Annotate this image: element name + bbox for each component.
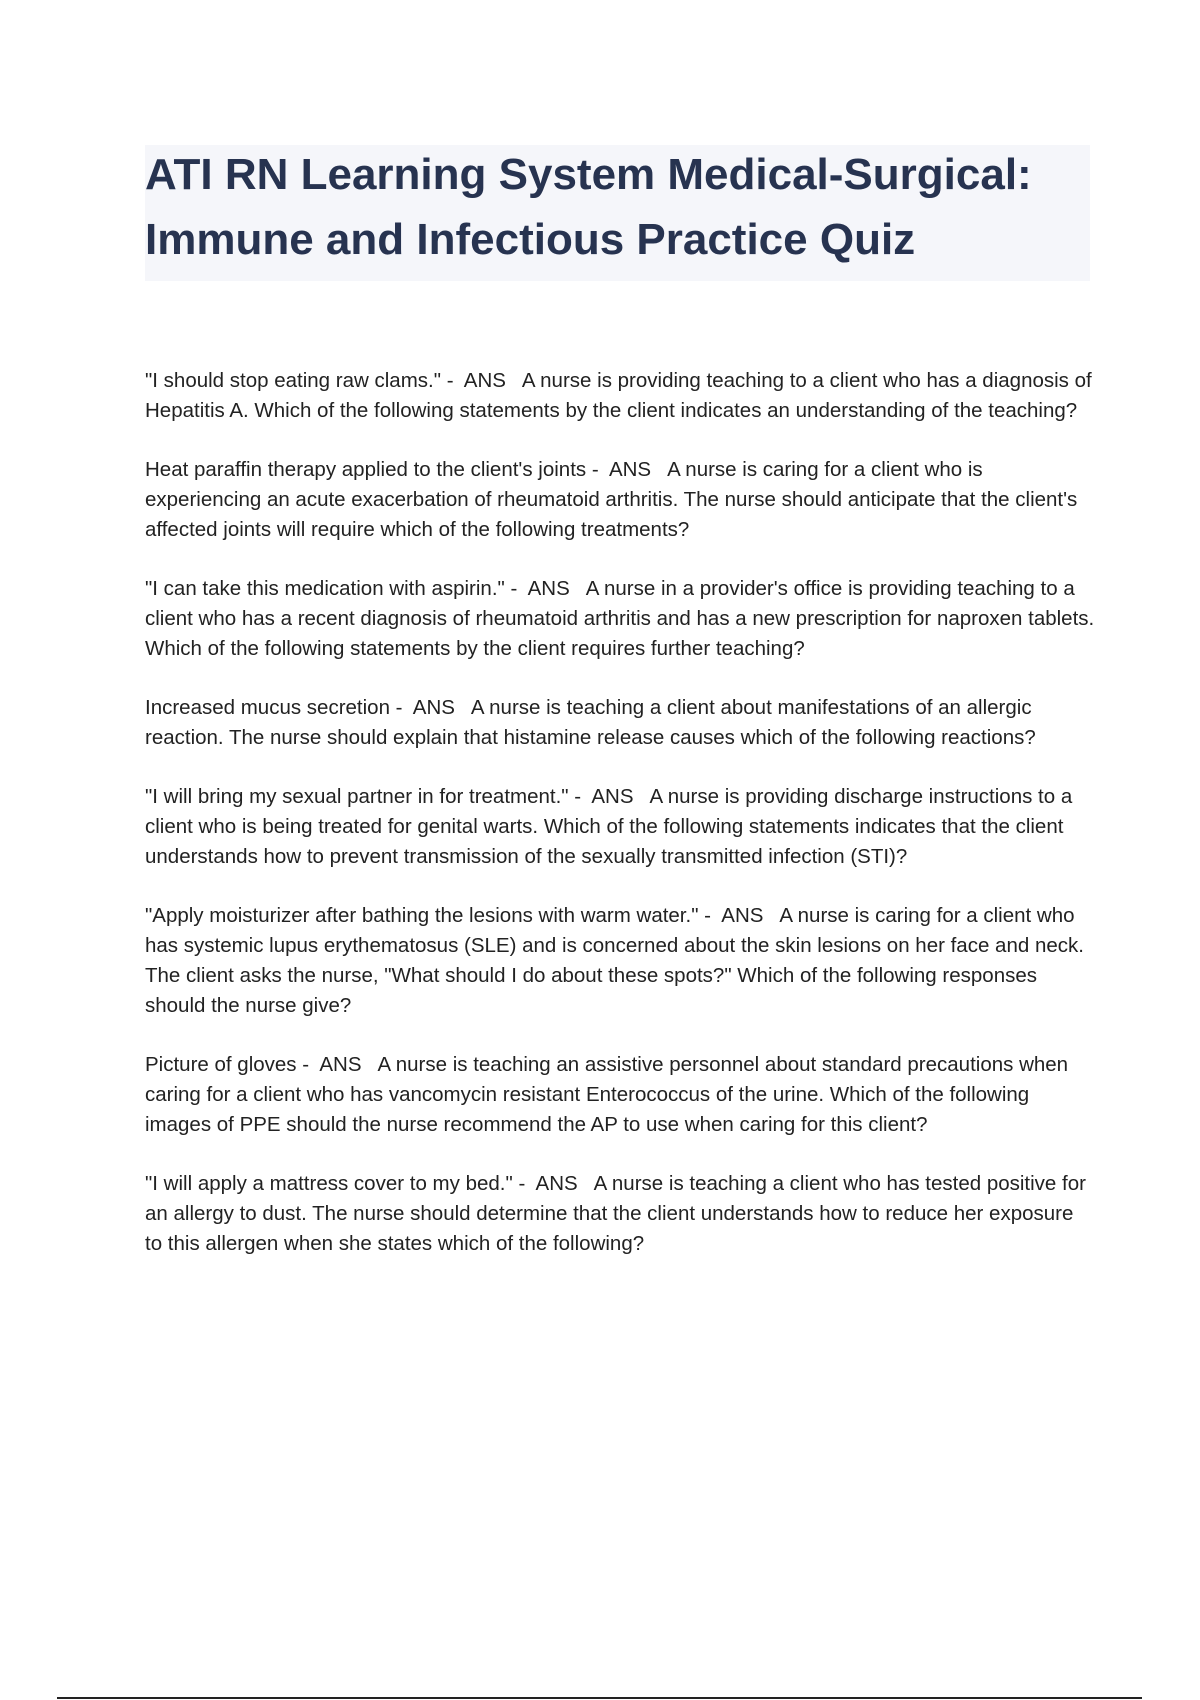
- qa-separator: -: [698, 904, 722, 927]
- qa-question: A nurse is caring for a client who is experiencing an acute exacerbation of rheumatoid arthritis. The nurse should anticipate that the client's affected joints will require which of the following treatments?: [145, 458, 1078, 541]
- qa-separator: -: [512, 1172, 536, 1195]
- ans-label: ANS: [319, 1053, 362, 1076]
- qa-answer: Increased mucus secretion: [145, 696, 390, 719]
- qa-question: A nurse is teaching a client who has tested positive for an allergy to dust. The nurse should determine that the client understands how to reduce her exposure to this allergen when she states which of the following?: [145, 1172, 1086, 1255]
- qa-item: [145, 1050, 1095, 1140]
- qa-answer: "I can take this medication with aspirin.": [145, 577, 505, 600]
- ans-label: ANS: [412, 696, 455, 719]
- qa-item: [145, 455, 1095, 545]
- footer-divider: [57, 1697, 1142, 1699]
- ans-label: ANS: [463, 369, 506, 392]
- qa-list: [145, 366, 1095, 1288]
- qa-question: A nurse is caring for a client who has systemic lupus erythematosus (SLE) and is concerned about the skin lesions on her face and neck. The client asks the nurse, "What should I do about these spots?" Which of the following responses should the nurse give?: [145, 904, 1084, 1017]
- qa-question: A nurse is teaching an assistive personnel about standard precautions when caring for a client who has vancomycin resistant Enterococcus of the urine. Which of the following images of PPE should the nurse recommend the AP to use when caring for this client?: [145, 1053, 1069, 1136]
- qa-item: [145, 782, 1095, 872]
- qa-separator: -: [296, 1053, 320, 1076]
- qa-item: [145, 366, 1095, 426]
- qa-separator: -: [441, 369, 464, 392]
- qa-item: [145, 574, 1095, 664]
- document-title: [145, 145, 1090, 281]
- qa-separator: -: [586, 458, 609, 481]
- ans-label: ANS: [527, 577, 570, 600]
- qa-question: A nurse in a provider's office is providing teaching to a client who has a recent diagnosis of rheumatoid arthritis and has a new prescription for naproxen tablets. Which of the following statements by the client requires further teaching?: [145, 577, 1095, 660]
- qa-answer: Heat paraffin therapy applied to the client's joints: [145, 458, 587, 481]
- title-line-1: ATI RN Learning System Medical-Surgical:: [145, 150, 1032, 199]
- qa-answer: "Apply moisturizer after bathing the lesions with warm water.": [145, 904, 699, 927]
- qa-separator: -: [568, 785, 592, 808]
- ans-label: ANS: [608, 458, 652, 481]
- qa-item: [145, 901, 1095, 1021]
- ans-label: ANS: [591, 785, 634, 808]
- ans-label: ANS: [721, 904, 764, 927]
- qa-item: [145, 1169, 1095, 1259]
- qa-question: A nurse is providing teaching to a client who has a diagnosis of Hepatitis A. Which of the following statements by the client indicates an understanding of the teaching?: [145, 369, 1092, 422]
- qa-separator: -: [504, 577, 528, 600]
- qa-answer: Picture of gloves: [145, 1053, 297, 1076]
- qa-item: [145, 693, 1095, 753]
- title-line-2: Immune and Infectious Practice Quiz: [145, 215, 916, 264]
- qa-separator: -: [389, 696, 413, 719]
- qa-answer: "I will apply a mattress cover to my bed.": [145, 1172, 513, 1195]
- qa-question: A nurse is teaching a client about manifestations of an allergic reaction. The nurse should explain that histamine release causes which of the following reactions?: [145, 696, 1036, 749]
- qa-question: A nurse is providing discharge instructions to a client who is being treated for genital warts. Which of the following statements indicates that the client understands how to prevent transmission of the sexually transmitted infection (STI)?: [145, 785, 1073, 868]
- qa-answer: "I should stop eating raw clams.": [145, 369, 441, 392]
- qa-answer: "I will bring my sexual partner in for treatment.": [145, 785, 569, 808]
- ans-label: ANS: [535, 1172, 578, 1195]
